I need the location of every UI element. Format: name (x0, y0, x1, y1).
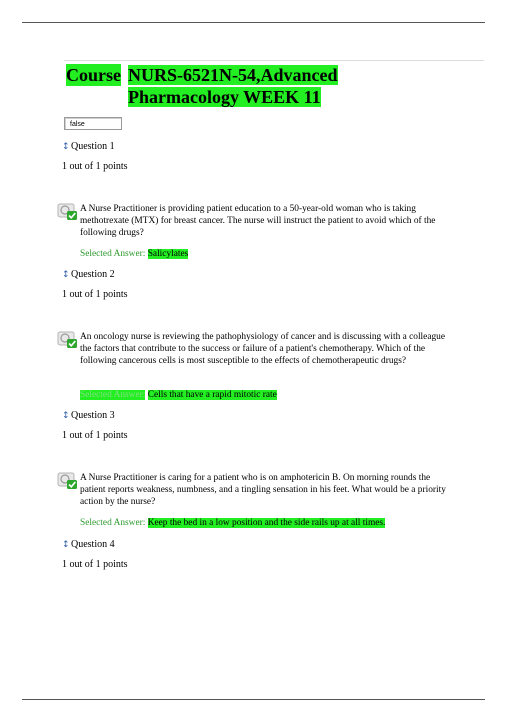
question-2-heading[interactable] (62, 269, 115, 281)
question-3-points: 1 out of 1 points (62, 430, 128, 441)
up-down-arrow-icon: ↕ (62, 411, 70, 421)
question-3-title: Question 3 (71, 410, 115, 421)
correct-check-icon (57, 331, 79, 349)
question-1-heading[interactable] (62, 141, 115, 153)
up-down-arrow-icon: ↕ (62, 540, 70, 550)
selected-answer-label: Selected Answer: (80, 518, 146, 528)
selected-answer-label: Selected Answer: (80, 249, 146, 259)
question-2-answer (80, 248, 188, 260)
question-1-title: Question 1 (71, 141, 115, 152)
correct-check-icon (57, 472, 79, 490)
selected-answer-value: Cells that have a rapid mitotic rate (147, 390, 277, 400)
question-2-text: A Nurse Practitioner is providing patient education to a 50-year-old woman who is taking methotrexate (MTX) for breast cancer. The nurse will instruct the patient to avoid which of the following drugs? (80, 204, 436, 238)
course-name-text: NURS-6521N-54,Advanced Pharmacology WEEK 11 (128, 65, 338, 107)
question-4-answer (80, 517, 385, 529)
bottom-rule (22, 699, 485, 700)
course-name (128, 64, 368, 108)
question-4-text: A Nurse Practitioner is caring for a patient who is on amphotericin B. On morning rounds the patient reports weakness, numbness, and a tingling sensation in his feet. What would be a priority action by the nurse? (80, 473, 446, 507)
question-1-points: 1 out of 1 points (62, 161, 128, 172)
question-3-text: An oncology nurse is reviewing the pathophysiology of cancer and is discussing with a colleague the factors that contribute to the success or failure of a patient's chemotherapy. Which of the following cancerous cells is most susceptible to the effects of chemotherapeutic drugs? (80, 332, 446, 366)
question-4-points: 1 out of 1 points (62, 559, 128, 570)
correct-check-icon (57, 203, 79, 221)
false-field: false (64, 117, 122, 130)
question-4-heading[interactable] (62, 539, 115, 551)
top-rule (22, 22, 485, 23)
selected-answer-value: Keep the bed in a low position and the side rails up at all times. (147, 518, 386, 528)
up-down-arrow-icon: ↕ (62, 142, 70, 152)
header-rule (64, 60, 484, 61)
course-label: Course (66, 65, 121, 85)
question-2-points: 1 out of 1 points (62, 289, 128, 300)
selected-answer-label: Selected Answer: (80, 390, 146, 400)
question-2-title: Question 2 (71, 269, 115, 280)
question-4-title: Question 4 (71, 539, 115, 550)
up-down-arrow-icon: ↕ (62, 270, 70, 280)
selected-answer-value: Salicylates (147, 249, 189, 259)
question-3-heading[interactable] (62, 410, 115, 422)
question-3-answer (80, 389, 277, 401)
